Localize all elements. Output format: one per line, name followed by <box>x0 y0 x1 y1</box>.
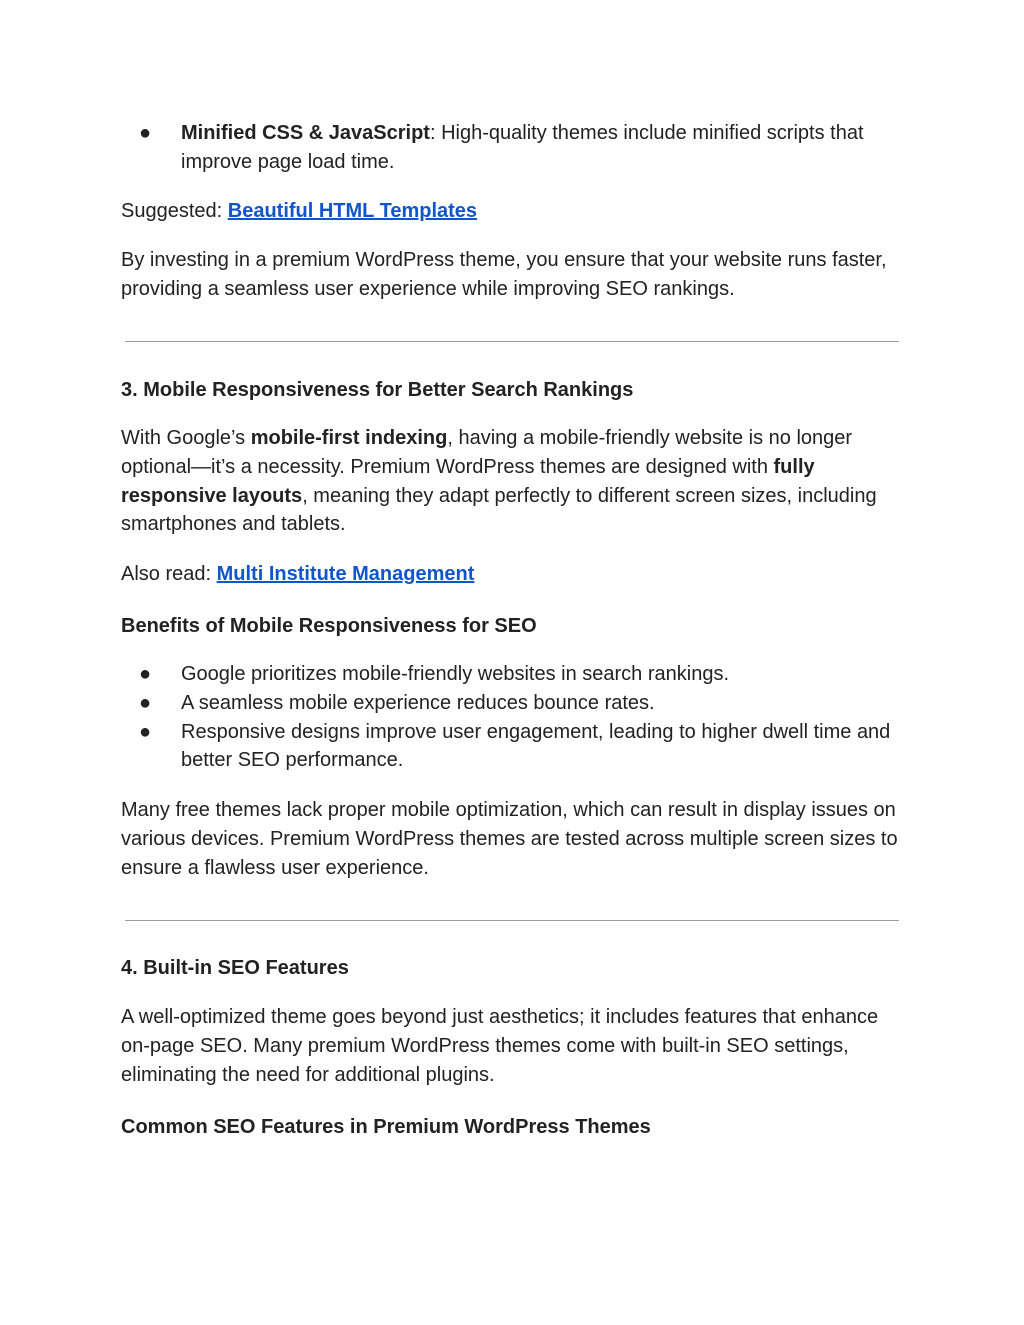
list-item-text: Google prioritizes mobile-friendly websites in search rankings. <box>181 663 730 685</box>
section4-subheading: Common SEO Features in Premium WordPress Themes <box>121 1116 651 1138</box>
bullet-icon: ● <box>139 122 152 144</box>
beautiful-html-templates-link[interactable]: Beautiful HTML Templates <box>227 200 478 222</box>
intro-text: , having a mobile-friendly website is no longer optional—it’s a necessity. Premium WordPress themes are designed with <box>121 427 853 478</box>
benefits-list <box>121 660 901 775</box>
bullet-icon: ● <box>139 663 152 685</box>
list-item <box>121 689 901 718</box>
also-read-prefix: Also read: <box>121 563 217 585</box>
intro-text: With Google’s <box>121 427 251 449</box>
intro-text: , meaning they adapt perfectly to different screen sizes, including smartphones and tablets. <box>121 484 877 536</box>
intro-bold-mobile-first: mobile-first indexing <box>250 427 448 449</box>
investing-paragraph: By investing in a premium WordPress theme, you ensure that your website runs faster, providing a seamless user experience while improving SEO rankings. <box>121 249 887 300</box>
minified-text: : High-quality themes include minified scripts that improve page load time. <box>181 122 864 173</box>
section-divider <box>125 341 899 342</box>
list-item <box>121 718 901 776</box>
minified-list <box>121 119 901 177</box>
intro-bold-responsive: fully responsive layouts <box>121 455 815 507</box>
minified-label: Minified CSS & JavaScript <box>181 122 430 144</box>
section4-intro: A well-optimized theme goes beyond just aesthetics; it includes features that enhance on-page SEO. Many premium WordPress themes come with built-in SEO settings, eliminating the need for additional plugins. <box>121 1006 879 1086</box>
list-item-text: Responsive designs improve user engagement, leading to higher dwell time and better SEO performance. <box>181 720 891 772</box>
suggested-line <box>121 197 901 226</box>
section3-heading: 3. Mobile Responsiveness for Better Search Rankings <box>121 379 634 401</box>
list-item <box>121 660 901 689</box>
section3-subheading: Benefits of Mobile Responsiveness for SEO <box>121 615 537 637</box>
bullet-icon: ● <box>139 720 152 743</box>
section-divider <box>125 920 899 921</box>
bullet-icon: ● <box>139 691 152 714</box>
multi-institute-management-link[interactable]: Multi Institute Management <box>216 563 475 585</box>
list-item-text: A seamless mobile experience reduces bounce rates. <box>181 691 655 714</box>
section3-intro <box>121 424 901 539</box>
section4-heading: 4. Built-in SEO Features <box>121 957 349 979</box>
suggested-prefix: Suggested: <box>121 200 228 222</box>
list-item <box>121 119 901 177</box>
also-read-line <box>121 560 901 589</box>
section3-closing: Many free themes lack proper mobile optimization, which can result in display issues on various devices. Premium WordPress themes are tested across multiple screen sizes to ensure a flawless user experience. <box>121 799 898 879</box>
